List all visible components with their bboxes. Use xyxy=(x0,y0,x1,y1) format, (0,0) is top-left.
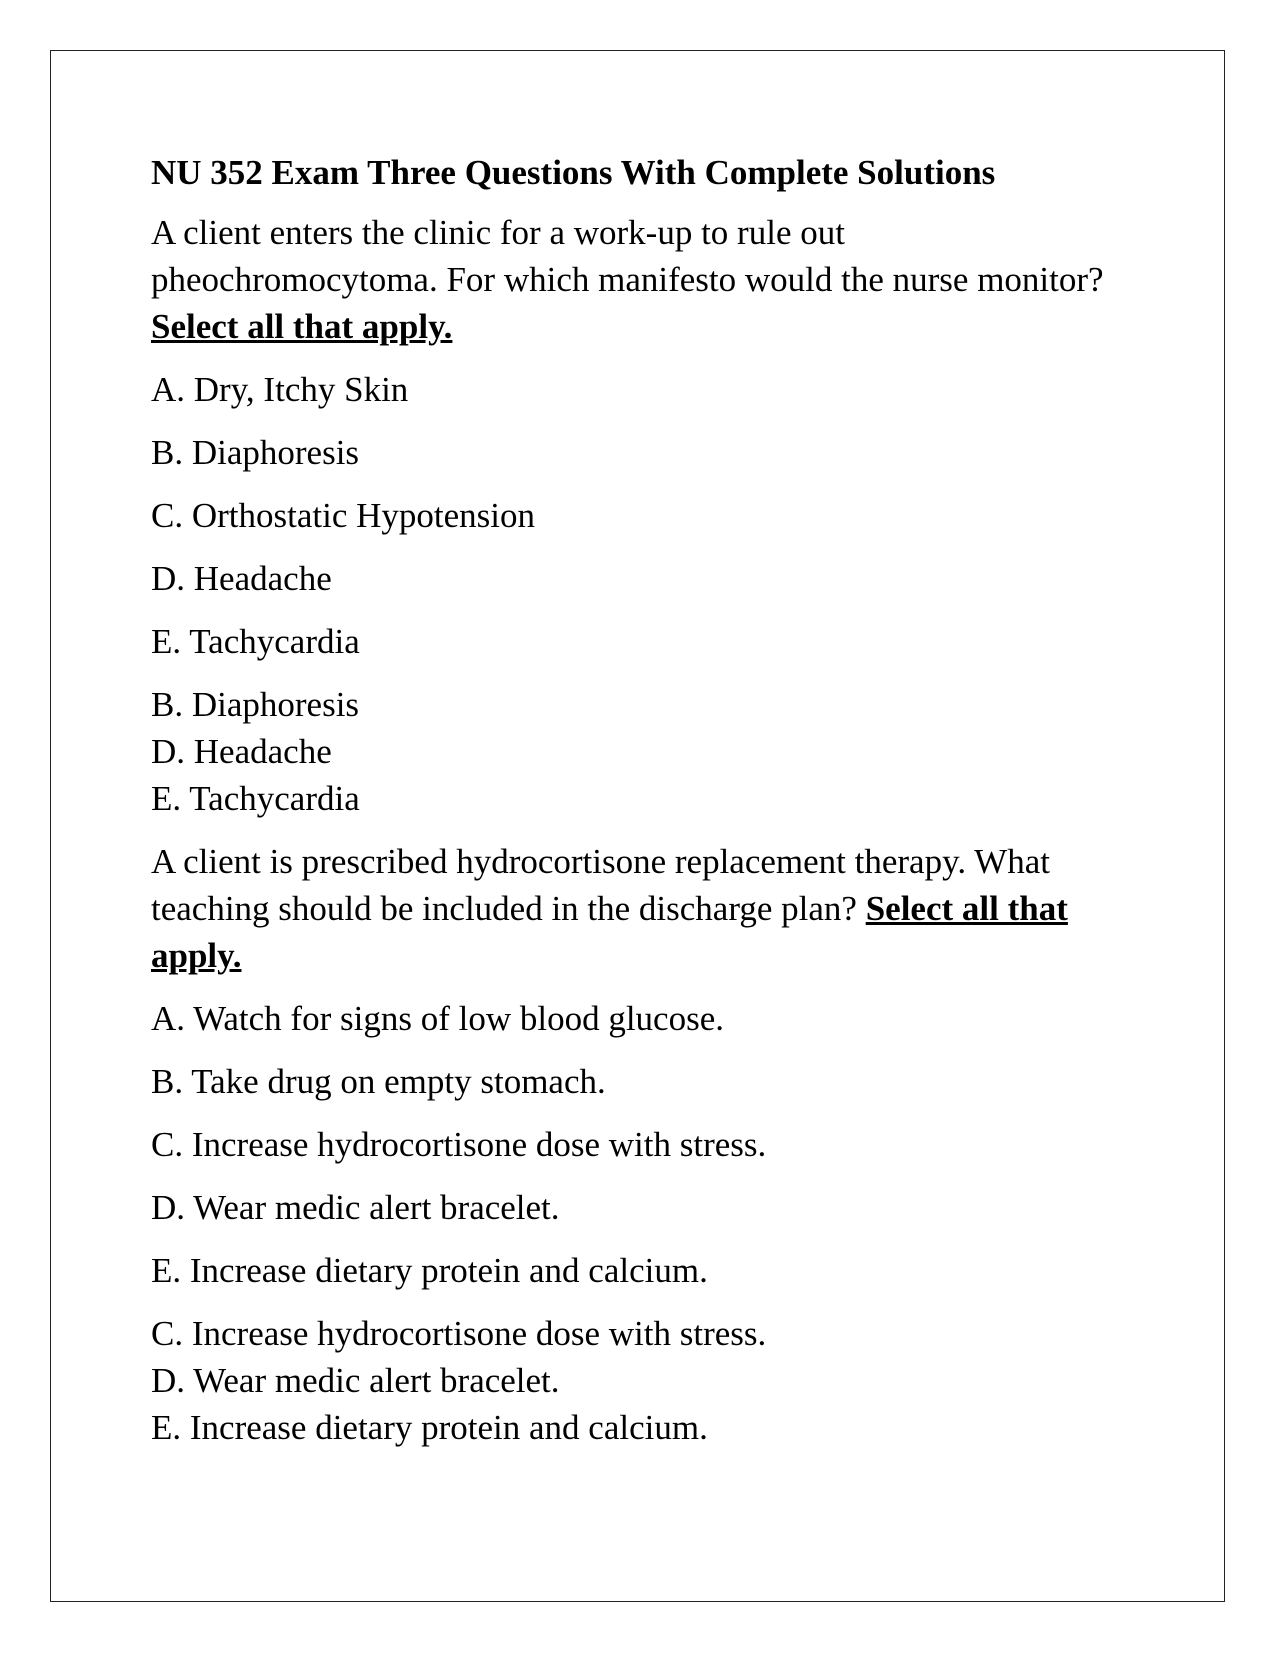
question-1-answers xyxy=(151,681,1131,822)
question-2-answer-2: D. Wear medic alert bracelet. xyxy=(151,1361,560,1400)
question-2-option-c: C. Increase hydrocortisone dose with stress. xyxy=(151,1125,767,1164)
question-2-option-b: B. Take drug on empty stomach. xyxy=(151,1062,606,1101)
question-2-text: A client is prescribed hydrocortisone replacement therapy. What teaching should be included in the discharge plan? xyxy=(151,842,1050,928)
question-2-answer-1: C. Increase hydrocortisone dose with stress. xyxy=(151,1314,767,1353)
question-2-option-e: E. Increase dietary protein and calcium. xyxy=(151,1251,708,1290)
question-2-stem xyxy=(151,838,1131,979)
question-1-answer-1: B. Diaphoresis xyxy=(151,685,360,724)
document-body xyxy=(151,149,1131,1467)
question-1-option-e: E. Tachycardia xyxy=(151,622,360,661)
question-1-stem xyxy=(151,209,1131,350)
question-2-instruction: Select all that apply. xyxy=(151,889,1068,975)
question-1-option-a: A. Dry, Itchy Skin xyxy=(151,370,409,409)
question-1-option-b: B. Diaphoresis xyxy=(151,433,360,472)
question-1-text: A client enters the clinic for a work-up to rule out pheochromocytoma. For which manifesto would the nurse monitor? xyxy=(151,213,1104,299)
question-2-option-a: A. Watch for signs of low blood glucose. xyxy=(151,999,724,1038)
document-title: NU 352 Exam Three Questions With Complete Solutions xyxy=(151,153,996,192)
question-1-answer-2: D. Headache xyxy=(151,732,332,771)
question-1-answer-3: E. Tachycardia xyxy=(151,779,360,818)
question-1-instruction: Select all that apply. xyxy=(151,307,453,346)
question-1-option-d: D. Headache xyxy=(151,559,332,598)
question-2-option-d: D. Wear medic alert bracelet. xyxy=(151,1188,560,1227)
question-1-option-c: C. Orthostatic Hypotension xyxy=(151,496,535,535)
question-2-answers xyxy=(151,1310,1131,1451)
question-2-answer-3: E. Increase dietary protein and calcium. xyxy=(151,1408,708,1447)
